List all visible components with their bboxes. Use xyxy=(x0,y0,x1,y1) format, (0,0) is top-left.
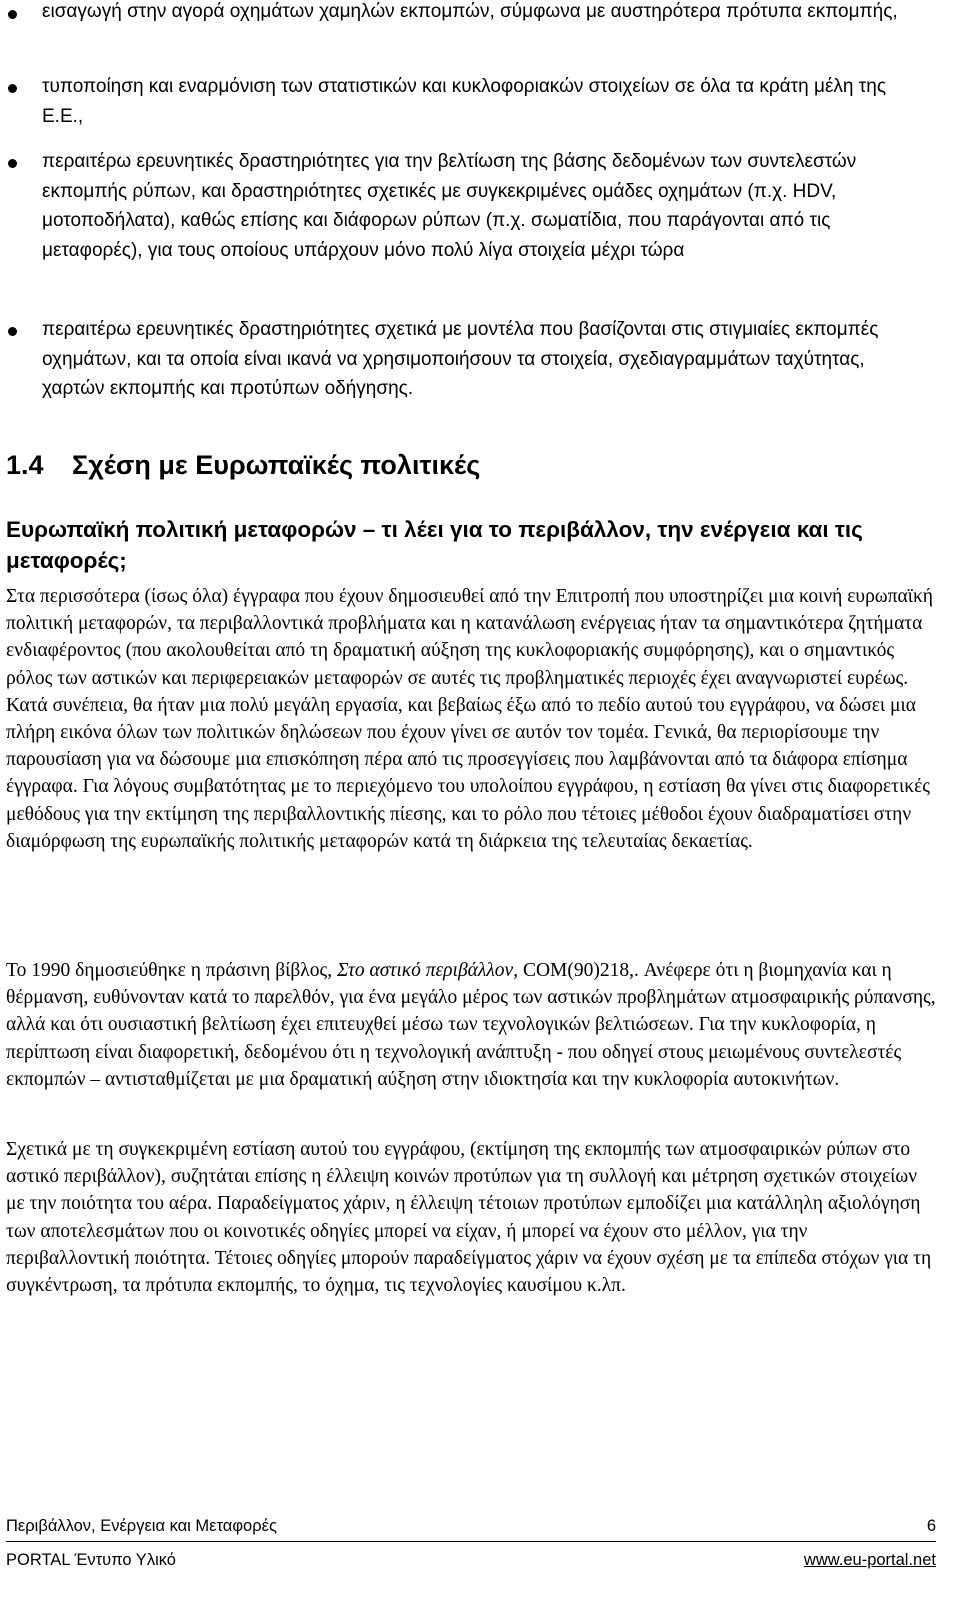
bullet-icon xyxy=(8,84,17,93)
footer-top xyxy=(6,1516,936,1536)
bullet-text: τυποποίηση και εναρμόνιση των στατιστικών και κυκλοφοριακών στοιχείων σε όλα τα κράτη μέλη της Ε.Ε., xyxy=(42,76,887,127)
page-number: 6 xyxy=(926,1517,936,1535)
paragraph-text: , COM(90)218,. Ανέφερε ότι η βιομηχανία και η θέρμανση, ευθύνονταν κατά το παρελθόν, για ένα μεγάλο μέρος των αστικών προβλημάτων ατμοσφαιρικής ρύπανσης, αλλά και ότι ουσιαστική βελτίωση έχει επιτευχθεί μέσω των τεχνολογικών βελτιώσεων. Για την κυκλοφορία, η περίπτωση είναι διαφορετική, δεδομένου ότι η τεχνολογική ανάπτυξη - που οδηγεί στους μειωμένους συντελεστές εκπομπών – αντισταθμίζεται με μια δραματική αύξηση στην ιδιοκτησία και την κυκλοφορία αυτοκινήτων. xyxy=(6,960,936,1090)
footer-bottom xyxy=(6,1550,936,1570)
bullet-icon xyxy=(8,10,17,19)
footer-portal: PORTAL Έντυπο Υλικό xyxy=(6,1551,176,1569)
section-number: 1.4 xyxy=(6,450,44,480)
subheading: Ευρωπαϊκή πολιτική μεταφορών – τι λέει για το περιβάλλον, την ενέργεια και τις μεταφορές; xyxy=(6,517,863,573)
bullet-icon xyxy=(8,159,17,168)
bullet-text: περαιτέρω ερευνητικές δραστηριότητες σχετικά με μοντέλα που βασίζονται στις στιγμιαίες εκπομπές οχημάτων, και τα οποία είναι ικανά να χρησιμοποιήσουν τα στοιχεία, σχεδιαγραμμάτων ταχύτητας, χαρτών εκπομπής και προτύπων οδήγησης. xyxy=(42,319,879,400)
footer-title: Περιβάλλον, Ενέργεια και Μεταφορές xyxy=(6,1517,277,1535)
publication-title: Στο αστικό περιβάλλον xyxy=(336,960,514,981)
bullet-icon xyxy=(8,327,17,336)
paragraph: Στα περισσότερα (ίσως όλα) έγγραφα που έχουν δημοσιευθεί από την Επιτροπή που υποστηρίζει μια κοινή ευρωπαϊκή πολιτική μεταφορών, τα περιβαλλοντικά προβλήματα και η κατανάλωση ενέργειας ήταν τα σημαντικότερα ζητήματα ενδιαφέροντος (που ακολουθείται από τη δραματική αύξηση της κυκλοφοριακής συμφόρησης), και ο σημαντικός ρόλος των αστικών και περιφερειακών μεταφορών σε αυτές τις προβληματικές περιοχές έχει αναγνωριστεί ευρέως. Κατά συνέπεια, θα ήταν μια πολύ μεγάλη εργασία, και βεβαίως έξω από το πεδίο αυτού του εγγράφου, να δώσει μια πλήρη εικόνα όλων των πολιτικών δηλώσεων που έχουν γίνει σε αυτόν τον τομέα. Γενικά, θα περιορίσουμε την παρουσίαση για να δώσουμε μια επισκόπηση πέρα από τις προσεγγίσεις που λαμβάνονται από τα διάφορα επίσημα έγγραφα. Για λόγους συμβατότητας με το περιεχόμενο του υπολοίπου εγγράφου, η εστίαση θα γίνει στις διαφορετικές μεθόδους για την εκτίμηση της περιβαλλοντικής πίεσης, και το ρόλο που τέτοιες μέθοδοι έχουν διαδραματίσει στην διαμόρφωση της ευρωπαϊκής πολιτικής μεταφορών κατά τη διάρκεια της τελευταίας δεκαετίας. xyxy=(6,586,933,852)
paragraph xyxy=(6,957,936,1093)
footer-url-link[interactable]: www.eu-portal.net xyxy=(803,1551,936,1569)
section-heading xyxy=(6,448,480,482)
section-title: Σχέση με Ευρωπαϊκές πολιτικές xyxy=(72,450,481,480)
paragraph: Σχετικά με τη συγκεκριμένη εστίαση αυτού του εγγράφου, (εκτίμηση της εκπομπής των ατμοσφαιρικών ρύπων στο αστικό περιβάλλον), συζητάται επίσης η έλλειψη κοινών προτύπων για τη συλλογή και μέτρηση σχετικών στοιχείων με την ποιότητα του αέρα. Παραδείγματος χάριν, η έλλειψη τέτοιων προτύπων εμποδίζει μια κατάλληλη αξιολόγηση των αποτελεσμάτων που οι κοινοτικές οδηγίες μπορεί να είχαν, ή μπορεί να έχουν στο μέλλον, για την περιβαλλοντική ποιότητα. Τέτοιες οδηγίες μπορούν παραδείγματος χάριν να έχουν σχέση με τα επίπεδα στόχων για τη συγκέντρωση, τα πρότυπα εκπομπής, το όχημα, τις τεχνολογίες καυσίμου κ.λπ. xyxy=(6,1139,932,1297)
paragraph-text: Το 1990 δημοσιεύθηκε η πράσινη βίβλος, xyxy=(6,960,337,981)
footer-divider xyxy=(6,1541,936,1542)
bullet-text: περαιτέρω ερευνητικές δραστηριότητες για την βελτίωση της βάσης δεδομένων των συντελεστών εκπομπής ρύπων, και δραστηριότητες σχετικές με συγκεκριμένες ομάδες οχημάτων (π.χ. HDV, μοτοποδήλατα), καθώς επίσης και διάφορων ρύπων (π.χ. σωματίδια, που παράγονται από τις μεταφορές), για τους οποίους υπάρχουν μόνο πολύ λίγα στοιχεία μέχρι τώρα xyxy=(42,151,857,262)
bullet-text: εισαγωγή στην αγορά οχημάτων χαμηλών εκπομπών, σύμφωνα με αυστηρότερα πρότυπα εκπομπής, xyxy=(42,1,898,22)
